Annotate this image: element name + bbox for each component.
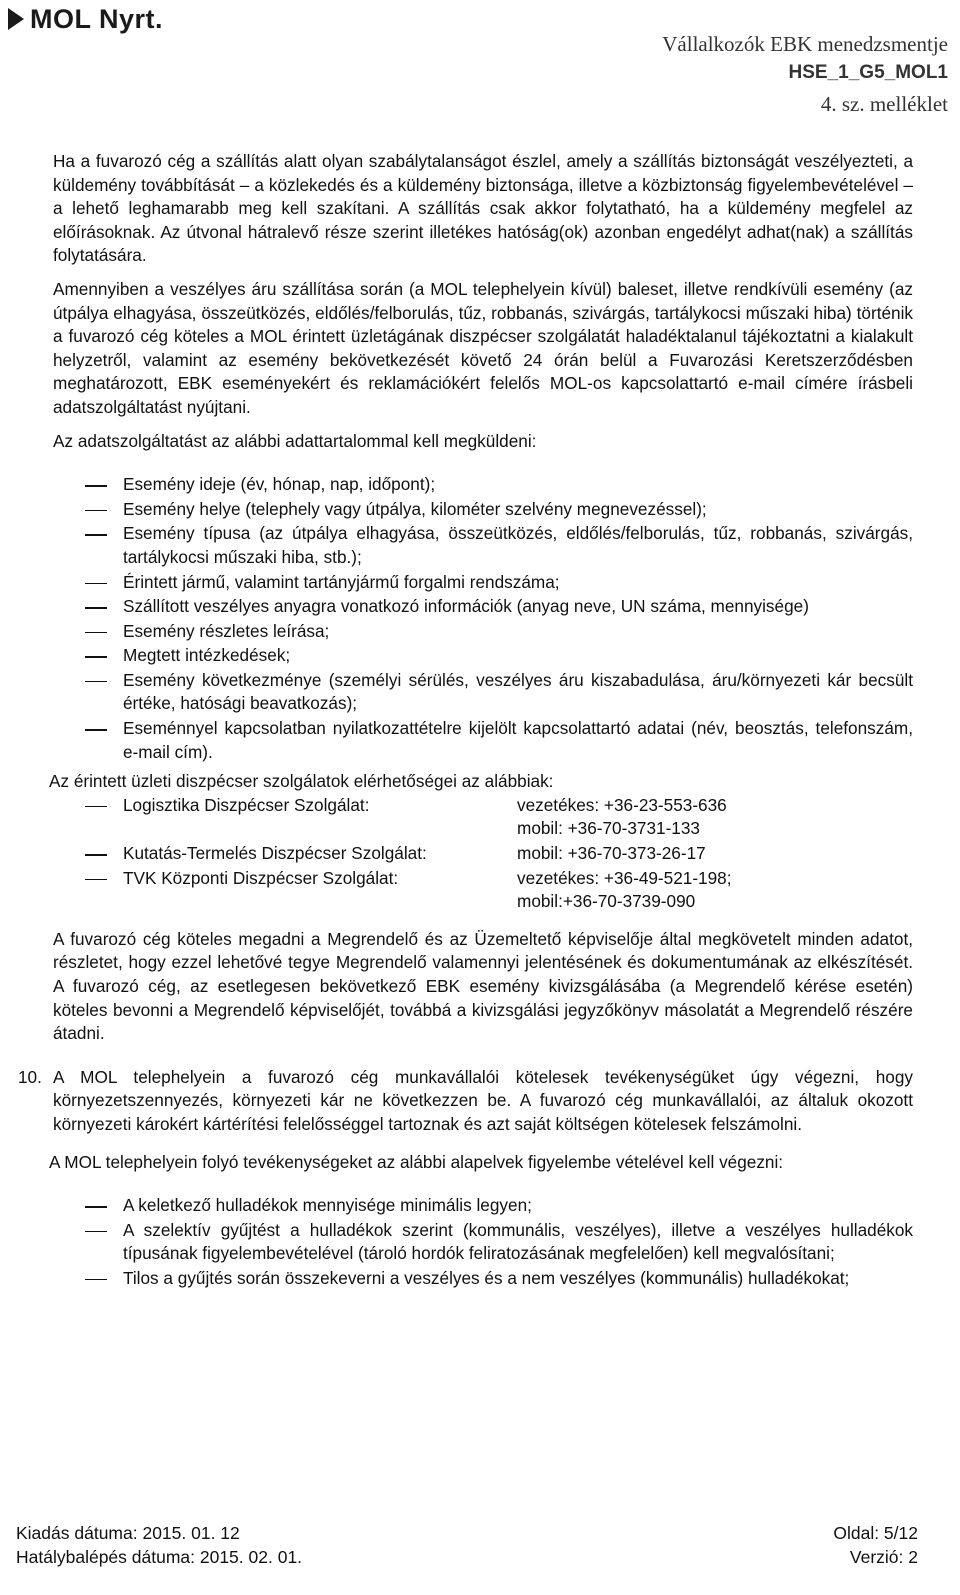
contact-phone: vezetékes: +36-23-553-636 [517, 794, 727, 815]
version-label: Verzió: 2 [849, 1547, 918, 1567]
logo-arrow-icon [8, 8, 24, 30]
paragraph-principles-intro: A MOL telephelyein folyó tevékenységeket az alábbi alapelvek figyelembe vételével kell végezni: [49, 1151, 784, 1172]
list-item: Esemény helye (telephely vagy útpálya, kilométer szelvény megnevezéssel); [53, 498, 913, 522]
annex-label: 4. sz. melléklet [820, 92, 948, 116]
document-title: Vállalkozók EBK menedzsmentje [662, 32, 948, 56]
list-item: Érintett jármű, valamint tartányjármű forgalmi rendszáma; [53, 571, 913, 595]
page-content [18, 150, 913, 1292]
contact-mobile: mobil: +36-70-3731-133 [517, 818, 700, 839]
page-number: Oldal: 5/12 [833, 1523, 918, 1543]
contact-name: Kutatás-Termelés Diszpécser Szolgálat: [123, 843, 427, 864]
contact-row [53, 842, 913, 866]
list-item: Eseménnyel kapcsolatban nyilatkozattételre kijelölt kapcsolattartó adatai (név, beosztás, telefonszám, e-mail cím). [53, 717, 913, 764]
numbered-item-10 [18, 1066, 913, 1137]
list-item: Esemény ideje (év, hónap, nap, időpont); [53, 473, 913, 497]
paragraph-environmental-duty: A MOL telephelyein a fuvarozó cég munkavállalói kötelesek tevékenységüket úgy végezni, hogy környezetszennyezés, környezeti kár ne következzen be. A fuvarozó cég munkavállalói, az általuk okozott környezeti károkért kártérítési felelősséggel tartoznak és azt saját költségen kötelesek felszámolni. [53, 1066, 913, 1134]
contact-name: Logisztika Diszpécser Szolgálat: [123, 794, 370, 815]
page-header [0, 0, 960, 125]
mol-logo [8, 4, 163, 34]
contact-phone: vezetékes: +36-49-521-198; [517, 867, 732, 888]
logo-text: MOL Nyrt. [30, 3, 164, 34]
paragraph-dispatch-intro: Az érintett üzleti diszpécser szolgálatok elérhetőségei az alábbiak: [49, 771, 554, 792]
list-item: Esemény részletes leírása; [53, 620, 913, 644]
waste-principles-list [53, 1194, 913, 1290]
contact-row [53, 867, 913, 914]
issue-date: Kiadás dátuma: 2015. 01. 12 [16, 1523, 240, 1543]
paragraph-irregularity: Ha a fuvarozó cég a szállítás alatt olyan szabálytalanságot észlel, amely a szállítás biztonságát veszélyezteti, a küldemény továbbítását – a közlekedés és a küldemény biztonsága, illetve a közbiztonság figyelembevételével – a lehető leghamarabb meg kell szakítani. A szállítás csak akkor folytatható, ha a küldemény megfelel az előírásoknak. Az útvonal hátralevő része szerint illetékes hatóság(ok) azonban engedélyt adhat(nak) a szállítás folytatására. [53, 151, 913, 266]
list-item: Esemény típusa (az útpálya elhagyása, összeütközés, eldőlés/felborulás, tűz, robbanás, szivárgás, tartálykocsi műszaki hiba, stb.); [53, 522, 913, 569]
paragraph-data-intro: Az adatszolgáltatást az alábbi adattartalommal kell megküldeni: [53, 430, 537, 451]
list-item: Szállított veszélyes anyagra vonatkozó információk (anyag neve, UN száma, mennyisége) [53, 595, 913, 619]
dispatch-contacts-list [53, 794, 913, 914]
list-item: Megtett intézkedések; [53, 644, 913, 668]
paragraph-accident-reporting: Amennyiben a veszélyes áru szállítása során (a MOL telephelyein kívül) baleset, illetve rendkívüli esemény (az útpálya elhagyása, összeütközés, eldőlés/felborulás, tűz, robbanás, szivárgás, tartálykocsi műszaki hiba) történik a fuvarozó cég köteles a MOL érintett üzletágának diszpécser szolgálatát haladéktalanul tájékoztatni a kialakult helyzetről, valamint az esemény bekövetkezését követő 24 órán belül a Fuvarozási Keretszerződésben meghatározott, EBK eseményekért és reklamációkért felelős MOL-os kapcsolattartó e-mail címére írásbeli adatszolgáltatást nyújtani. [53, 278, 913, 417]
contact-name: TVK Központi Diszpécser Szolgálat: [123, 867, 399, 888]
paragraph-client-data: A fuvarozó cég köteles megadni a Megrendelő és az Üzemeltető képviselője által megkövetelt minden adatot, részletet, hogy ezzel lehetővé tegye Megrendelő valamennyi jelentésének és dokumentumának az elkészítését. A fuvarozó cég, az esetlegesen bekövetkező EBK esemény kivizsgálásába (a Megrendelő kérése esetén) köteles bevonni a Megrendelő képviselőjét, továbbá a kivizsgálási jegyzőkönyv másolatát a Megrendelő részére átadni. [53, 928, 913, 1044]
contact-mobile: mobil: +36-70-373-26-17 [517, 843, 706, 864]
contact-row [53, 794, 913, 841]
contact-mobile: mobil:+36-70-3739-090 [517, 891, 696, 912]
list-item: Esemény következménye (személyi sérülés, veszélyes áru kiszabadulása, áru/környezeti kár becsült értéke, hatósági beavatkozás); [53, 669, 913, 716]
page-footer [16, 1521, 918, 1569]
effective-date: Hatálybalépés dátuma: 2015. 02. 01. [16, 1547, 303, 1567]
list-item: Tilos a gyűjtés során összekeverni a veszélyes és a nem veszélyes (kommunális) hulladékokat; [53, 1267, 913, 1291]
item-number: 10. [18, 1066, 42, 1087]
report-contents-list [53, 473, 913, 764]
list-item: A szelektív gyűjtést a hulladékok szerint (kommunális, veszélyes), illetve a veszélyes hulladékok típusának figyelembevételével (tároló hordók feliratozásának megfelelően) kell megvalósítani; [53, 1219, 913, 1266]
list-item: A keletkező hulladékok mennyisége minimális legyen; [53, 1194, 913, 1218]
document-code: HSE_1_G5_MOL1 [788, 62, 948, 83]
